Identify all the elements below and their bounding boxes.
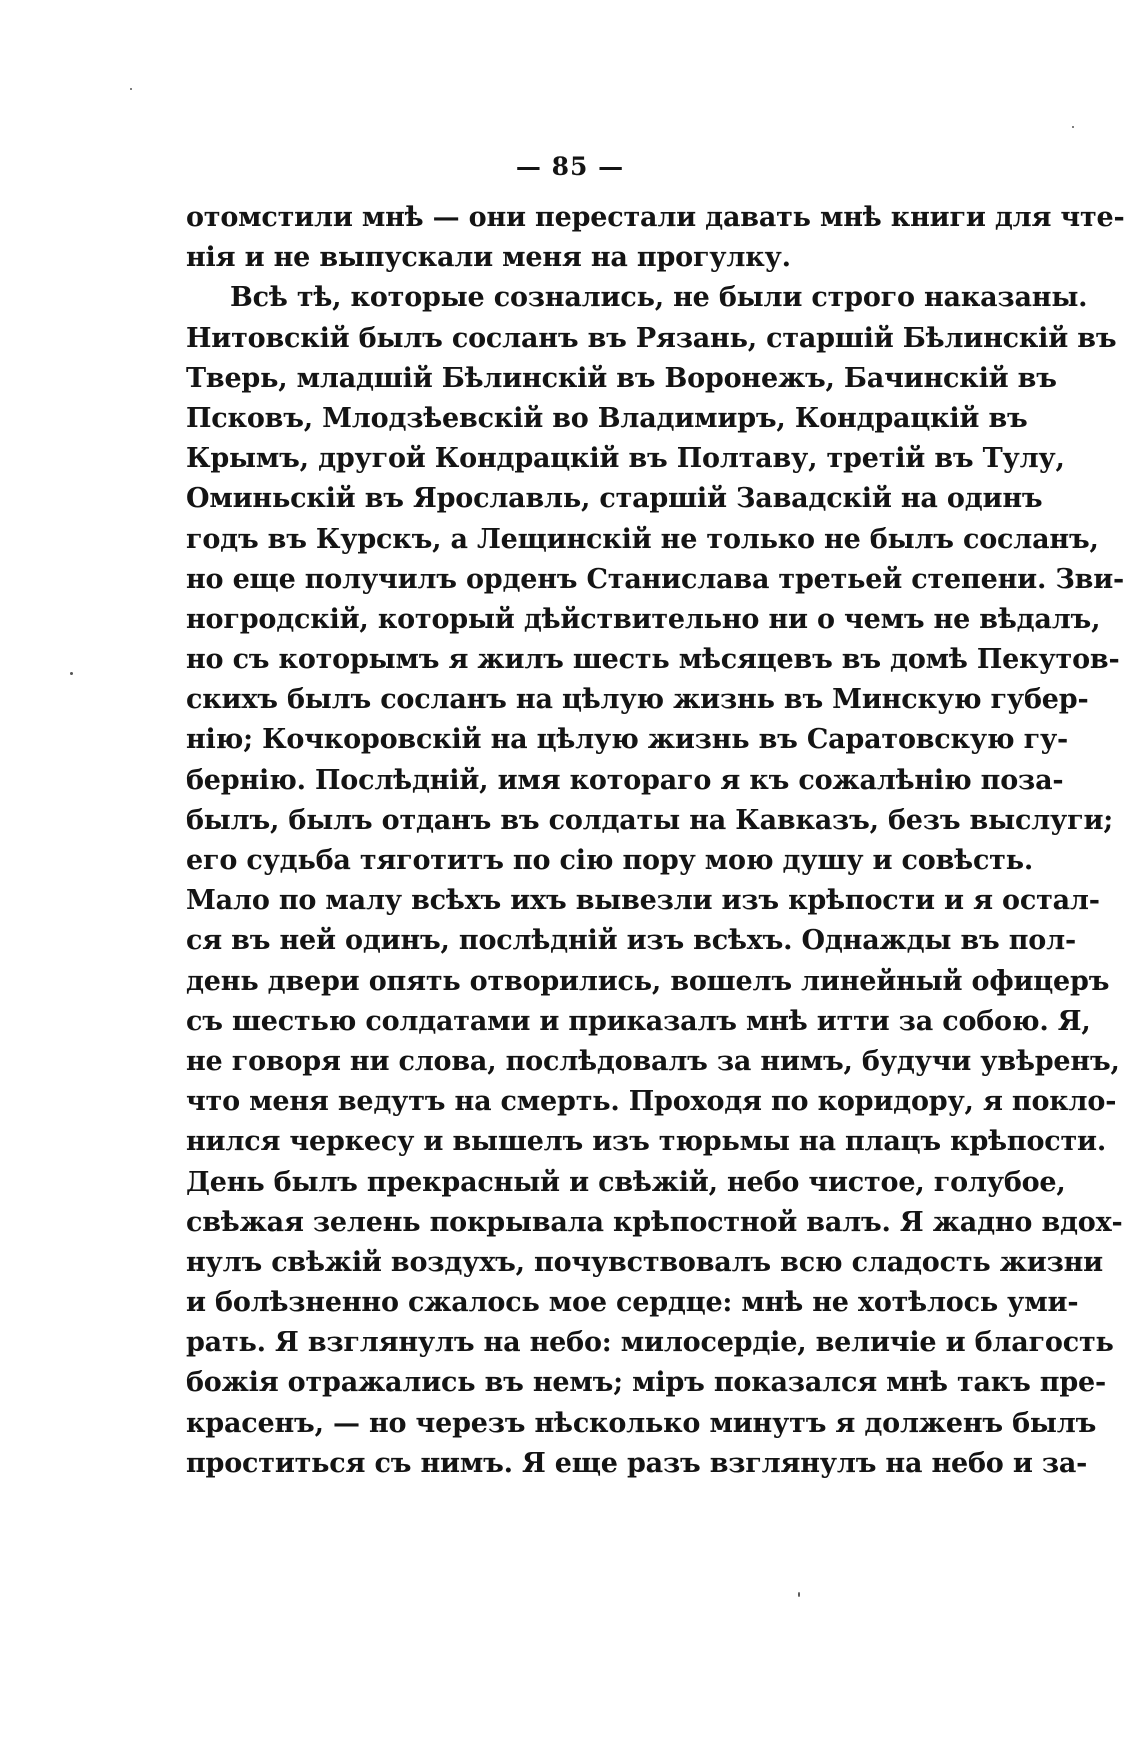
text-line: ся въ ней одинъ, послѣдній изъ всѣхъ. Однажды въ пол- <box>186 925 1076 957</box>
text-line: рать. Я взглянулъ на небо: милосердіе, величіе и благость <box>186 1327 1114 1359</box>
text-line: Крымъ, другой Кондрацкій въ Полтаву, третій въ Тулу, <box>186 443 1065 475</box>
text-line: годъ въ Курскъ, а Лещинскій не только не былъ сосланъ, <box>186 523 1099 555</box>
scan-speck <box>1072 126 1074 128</box>
text-line: День былъ прекрасный и свѣжій, небо чистое, голубое, <box>186 1166 1066 1198</box>
text-line: красенъ, — но черезъ нѣсколько минутъ я долженъ былъ <box>186 1407 1097 1439</box>
text-line: его судьба тяготитъ по сію пору мою душу и совѣсть. <box>186 845 1034 876</box>
text-line: Псковъ, Млодзѣевскій во Владимиръ, Кондрацкій въ <box>186 402 1028 434</box>
text-line: свѣжая зелень покрывала крѣпостной валъ. Я жадно вдох- <box>186 1206 1123 1238</box>
text-line: нился черкесу и вышелъ изъ тюрьмы на плацъ крѣпости. <box>186 1126 1107 1158</box>
scan-speck <box>70 672 73 675</box>
text-line: скихъ былъ сосланъ на цѣлую жизнь въ Минскую губер- <box>186 684 1089 716</box>
text-line: проститься съ нимъ. Я еще разъ взглянулъ на небо и за- <box>186 1447 1088 1479</box>
text-line: Нитовскій былъ сосланъ въ Рязань, старшій Бѣлинскій въ <box>186 322 1117 354</box>
text-line: съ шестью солдатами и приказалъ мнѣ итти за собою. Я, <box>186 1005 1091 1037</box>
text-line: и болѣзненно сжалось мое сердце: мнѣ не хотѣлось уми- <box>186 1287 1079 1319</box>
text-line: Тверь, младшій Бѣлинскій въ Воронежъ, Бачинскій въ <box>186 362 1057 394</box>
text-line: но съ которымъ я жилъ шесть мѣсяцевъ въ домѣ Пекутов- <box>186 644 1120 676</box>
text-line: бернію. Послѣдній, имя котораго я къ сожалѣнію поза- <box>186 764 1064 796</box>
text-line: нулъ свѣжій воздухъ, почувствовалъ всю сладость жизни <box>186 1246 1103 1278</box>
text-line: ногродскій, который дѣйствительно ни о чемъ не вѣдалъ, <box>186 603 1101 635</box>
text-line: что меня ведутъ на смерть. Проходя по коридору, я покло- <box>186 1086 1117 1118</box>
text-line: но еще получилъ орденъ Станислава третьей степени. Зви- <box>186 563 1125 595</box>
text-line: Мало по малу всѣхъ ихъ вывезли изъ крѣпости и я остал- <box>186 885 1100 917</box>
text-line: отомстили мнѣ — они перестали давать мнѣ книги для чте- <box>186 202 1125 233</box>
text-line: Оминьскій въ Ярославль, старшій Завадскій на одинъ <box>186 483 1043 515</box>
text-line: нія и не выпускали меня на прогулку. <box>186 242 791 274</box>
scan-speck <box>798 1592 800 1597</box>
scan-speck <box>130 88 132 90</box>
text-line: былъ, былъ отданъ въ солдаты на Кавказъ, безъ выслуги; <box>186 804 1114 836</box>
body-text <box>186 198 1125 1484</box>
text-line: день двери опять отворились, вошелъ линейный офицеръ <box>186 965 1110 997</box>
text-line: Всѣ тѣ, которые сознались, не были строго наказаны. <box>230 282 1088 314</box>
text-line: не говоря ни слова, послѣдовалъ за нимъ, будучи увѣренъ, <box>186 1045 1120 1077</box>
text-line: божія отражались въ немъ; міръ показался мнѣ такъ пре- <box>186 1367 1107 1399</box>
page-number: — 85 — <box>515 152 625 181</box>
text-line: нію; Кочкоровскій на цѣлую жизнь въ Саратовскую гу- <box>186 724 1069 756</box>
